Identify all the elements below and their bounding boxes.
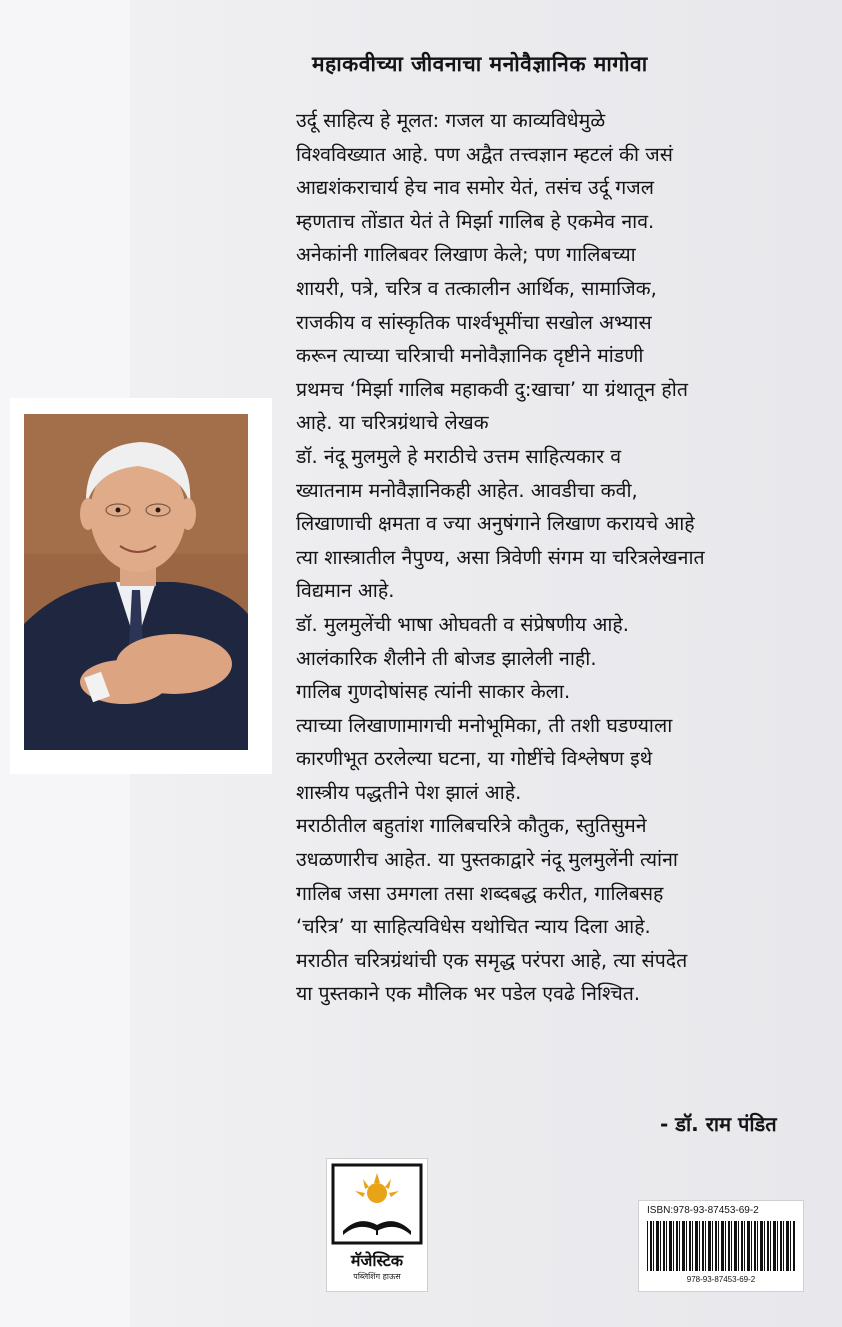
publisher-name: मॅजेस्टिक <box>350 1251 404 1270</box>
author-portrait-illustration <box>24 414 248 750</box>
blurb-line: गालिब गुणदोषांसह त्यांनी साकार केला. <box>296 680 571 704</box>
publisher-subtitle: पब्लिशिंग हाऊस <box>353 1272 401 1281</box>
blurb-line: शायरी, पत्रे, चरित्र व तत्कालीन आर्थिक, सामाजिक, <box>296 276 657 300</box>
blurb-line: प्रथमच ‘मिर्झा गालिब महाकवी दु:खाचा’ या ग्रंथातून होत <box>296 377 688 401</box>
blurb-line: करून त्याच्या चरित्राची मनोवैज्ञानिक दृष्टीने मांडणी <box>296 344 644 368</box>
blurb-line: डॉ. मुलमुलेंची भाषा ओघवती व संप्रेषणीय आहे. <box>296 612 629 636</box>
blurb-line: ख्यातनाम मनोवैज्ञानिकही आहेत. आवडीचा कवी, <box>296 478 638 502</box>
author-photo <box>24 414 248 750</box>
isbn-digits: 978-93-87453-69-2 <box>686 1275 756 1284</box>
isbn-barcode <box>638 1200 804 1292</box>
blurb-line: विद्यमान आहे. <box>296 579 395 603</box>
blurb-line: त्या शास्त्रातील नैपुण्य, असा त्रिवेणी संगम या चरित्रलेखनात <box>296 545 705 569</box>
blurb-line: उर्दू साहित्य हे मूलत: गजल या काव्यविधेमुळे <box>296 109 606 132</box>
blurb-line: ‘चरित्र’ या साहित्यविधेस यथोचित न्याय दिला आहे. <box>296 915 651 939</box>
barcode-bars <box>647 1221 795 1271</box>
blurb-text <box>296 104 826 1011</box>
blurb-line: आलंकारिक शैलीने ती बोजड झालेली नाही. <box>296 646 597 670</box>
blurb-line: गालिब जसा उमगला तसा शब्दबद्ध करीत, गालिबसह <box>296 881 664 905</box>
blurb-line: शास्त्रीय पद्धतीने पेश झालं आहे. <box>296 780 522 804</box>
blurb-title: महाकवीच्या जीवनाचा मनोवैज्ञानिक मागोवा <box>312 52 648 76</box>
publisher-logo <box>326 1158 428 1292</box>
book-sun-icon <box>327 1159 427 1247</box>
blurb-line: विश्वविख्यात आहे. पण अद्वैत तत्त्वज्ञान म्हटलं की जसं <box>296 142 673 166</box>
blurb-line: या पुस्तकाने एक मौलिक भर पडेल एवढे निश्चित. <box>296 982 641 1006</box>
blurb-line: राजकीय व सांस्कृतिक पार्श्वभूमींचा सखोल अभ्यास <box>296 310 652 334</box>
blurb-line: उधळणारीच आहेत. या पुस्तकाद्वारे नंदू मुलमुलेंनी त्यांना <box>296 848 678 872</box>
blurb-line: म्हणताच तोंडात येतं ते मिर्झा गालिब हे एकमेव नाव. <box>296 209 655 233</box>
blurb-line: मराठीत चरित्रग्रंथांची एक समृद्ध परंपरा आहे, त्या संपदेत <box>296 948 688 972</box>
blurb-line: कारणीभूत ठरलेल्या घटना, या गोष्टींचे विश्लेषण इथे <box>296 747 653 771</box>
isbn-label: ISBN:978-93-87453-69-2 <box>647 1205 759 1216</box>
blurb-line: अनेकांनी गालिबवर लिखाण केले; पण गालिबच्या <box>296 243 636 267</box>
reviewer-signature: - डॉ. राम पंडित <box>660 1112 777 1136</box>
blurb-line: आहे. या चरित्रग्रंथाचे लेखक <box>296 411 489 435</box>
blurb-line: लिखाणाची क्षमता व ज्या अनुषंगाने लिखाण करायचे आहे <box>296 512 695 536</box>
blurb-line: आद्यशंकराचार्य हेच नाव समोर येतं, तसंच उर्दू गजल <box>296 176 654 200</box>
blurb-line: मराठीतील बहुतांश गालिबचरित्रे कौतुक, स्तुतिसुमने <box>296 814 647 838</box>
blurb-line: डॉ. नंदू मुलमुले हे मराठीचे उत्तम साहित्यकार व <box>296 444 622 468</box>
blurb-line: त्याच्या लिखाणामागची मनोभूमिका, ती तशी घडण्याला <box>296 713 673 737</box>
